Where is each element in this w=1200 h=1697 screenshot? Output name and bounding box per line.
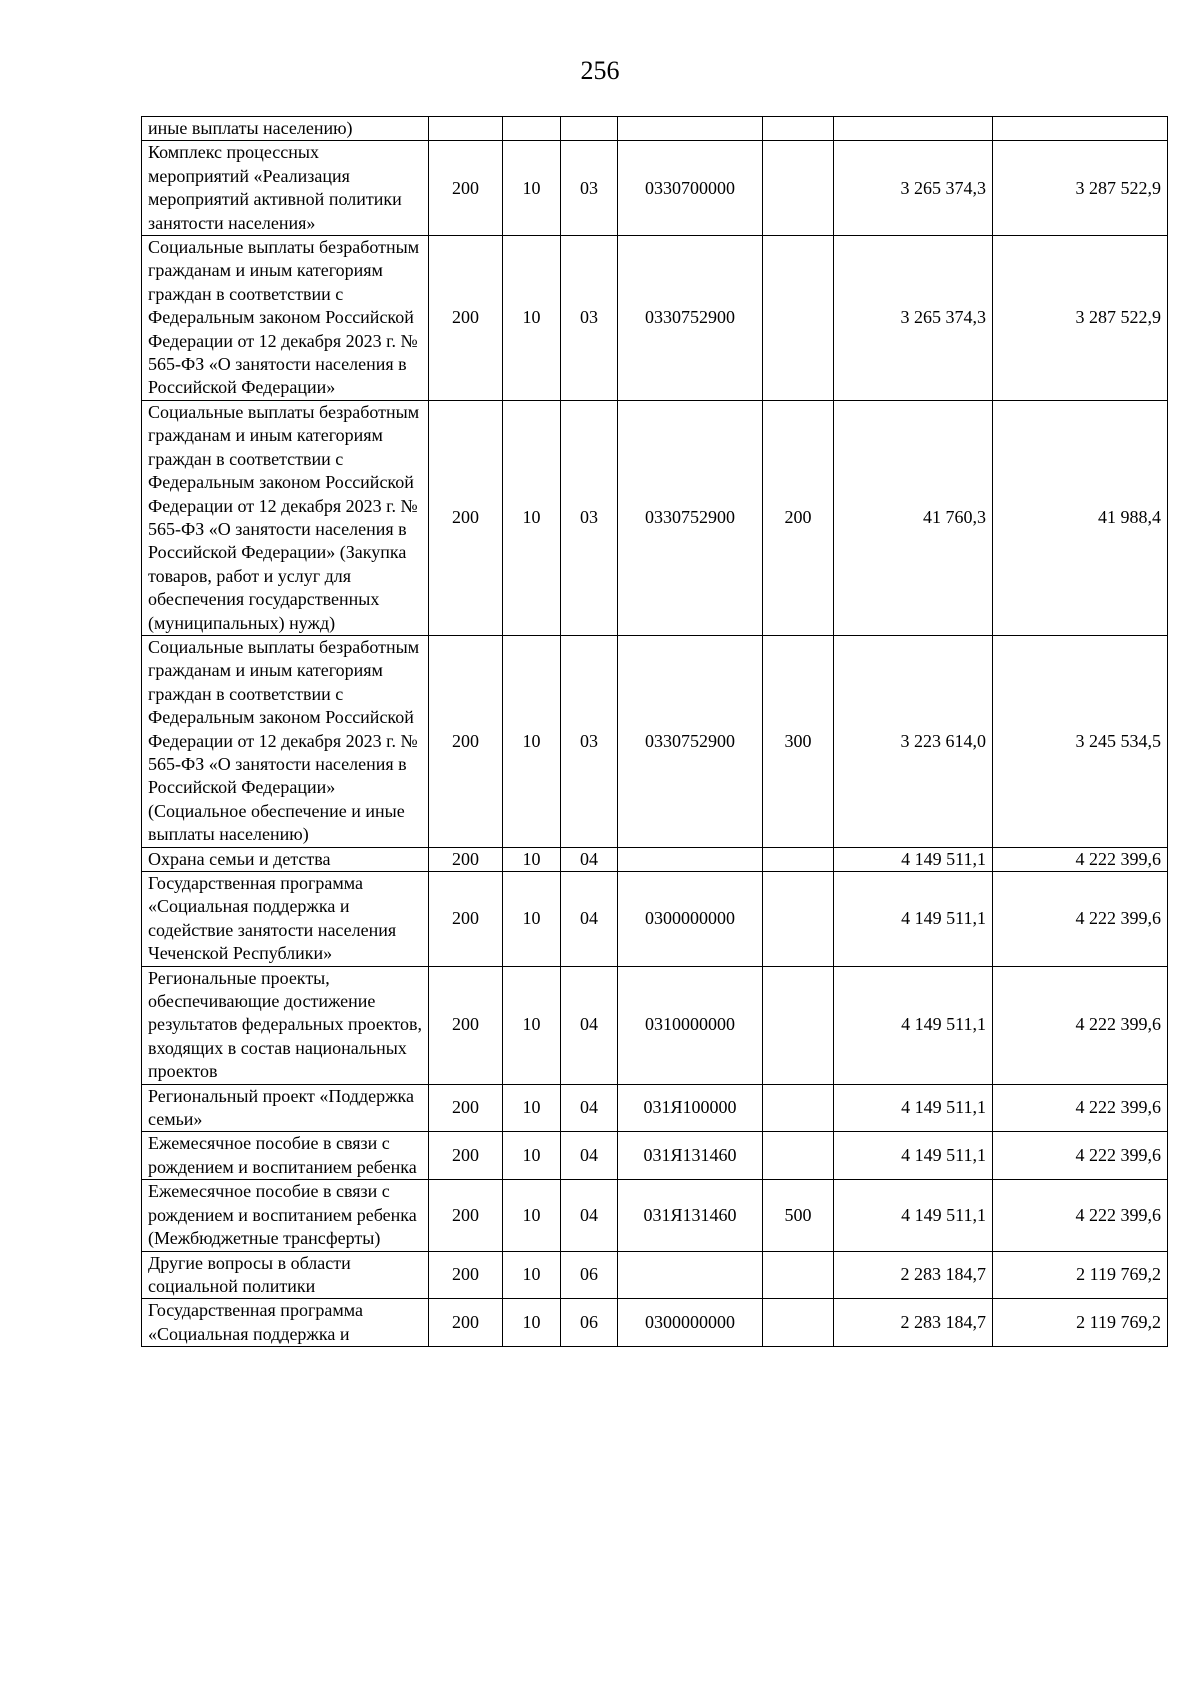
expense-type-cell: 200	[763, 400, 834, 635]
amount-year2-cell: 2 119 769,2	[993, 1299, 1168, 1347]
amount-year1-cell: 3 265 374,3	[834, 141, 993, 236]
target-article-cell: 0310000000	[618, 966, 763, 1084]
amount-year2-cell: 4 222 399,6	[993, 1084, 1168, 1132]
amount-year2-cell: 3 245 534,5	[993, 635, 1168, 847]
subsection-code-cell: 03	[561, 635, 618, 847]
expense-type-cell	[763, 1132, 834, 1180]
subsection-code-cell: 03	[561, 236, 618, 401]
amount-year2-cell: 4 222 399,6	[993, 847, 1168, 871]
row-name-cell: Региональные проекты, обеспечивающие достижение результатов федеральных проектов, входящих в состав национальных проектов	[142, 966, 429, 1084]
admin-code-cell: 200	[429, 966, 503, 1084]
expense-type-cell	[763, 141, 834, 236]
admin-code-cell: 200	[429, 1084, 503, 1132]
amount-year1-cell: 4 149 511,1	[834, 1180, 993, 1251]
admin-code-cell: 200	[429, 400, 503, 635]
target-article-cell: 031Я131460	[618, 1132, 763, 1180]
subsection-code-cell: 04	[561, 1180, 618, 1251]
target-article-cell: 0330752900	[618, 400, 763, 635]
section-code-cell: 10	[503, 1084, 561, 1132]
amount-year1-cell: 3 265 374,3	[834, 236, 993, 401]
table-row	[142, 1251, 1168, 1299]
target-article-cell: 031Я100000	[618, 1084, 763, 1132]
amount-year2-cell	[993, 117, 1168, 141]
amount-year1-cell: 2 283 184,7	[834, 1251, 993, 1299]
amount-year2-cell: 4 222 399,6	[993, 872, 1168, 967]
table-row	[142, 635, 1168, 847]
section-code-cell: 10	[503, 872, 561, 967]
row-name-cell: Социальные выплаты безработным гражданам и иным категориям граждан в соответствии с Федеральным законом Российской Федерации от 12 декабря 2023 г. № 565-ФЗ «О занятости населения в Российской Федерации» (Закупка товаров, работ и услуг для обеспечения государственных (муниципальных) нужд)	[142, 400, 429, 635]
row-name-cell: Другие вопросы в области социальной политики	[142, 1251, 429, 1299]
table-row	[142, 847, 1168, 871]
target-article-cell: 0330752900	[618, 635, 763, 847]
row-name-cell: Охрана семьи и детства	[142, 847, 429, 871]
section-code-cell: 10	[503, 1180, 561, 1251]
amount-year2-cell: 4 222 399,6	[993, 1180, 1168, 1251]
expense-type-cell: 300	[763, 635, 834, 847]
amount-year1-cell: 4 149 511,1	[834, 847, 993, 871]
admin-code-cell: 200	[429, 1299, 503, 1347]
subsection-code-cell: 06	[561, 1251, 618, 1299]
amount-year1-cell: 2 283 184,7	[834, 1299, 993, 1347]
row-name-cell: Государственная программа «Социальная поддержка и	[142, 1299, 429, 1347]
section-code-cell: 10	[503, 400, 561, 635]
subsection-code-cell: 04	[561, 1084, 618, 1132]
subsection-code-cell	[561, 117, 618, 141]
table-row	[142, 1299, 1168, 1347]
subsection-code-cell: 04	[561, 847, 618, 871]
budget-table	[141, 116, 1168, 1347]
table-row	[142, 141, 1168, 236]
table-row	[142, 236, 1168, 401]
row-name-cell: Социальные выплаты безработным гражданам и иным категориям граждан в соответствии с Федеральным законом Российской Федерации от 12 декабря 2023 г. № 565-ФЗ «О занятости населения в Российской Федерации» (Социальное обеспечение и иные выплаты населению)	[142, 635, 429, 847]
table-row	[142, 1132, 1168, 1180]
row-name-cell: Государственная программа «Социальная поддержка и содействие занятости населения Чеченской Республики»	[142, 872, 429, 967]
amount-year1-cell: 41 760,3	[834, 400, 993, 635]
amount-year2-cell: 4 222 399,6	[993, 966, 1168, 1084]
row-name-cell: Социальные выплаты безработным гражданам и иным категориям граждан в соответствии с Федеральным законом Российской Федерации от 12 декабря 2023 г. № 565-ФЗ «О занятости населения в Российской Федерации»	[142, 236, 429, 401]
amount-year1-cell: 4 149 511,1	[834, 872, 993, 967]
amount-year1-cell: 4 149 511,1	[834, 1084, 993, 1132]
amount-year2-cell: 3 287 522,9	[993, 141, 1168, 236]
amount-year1-cell: 3 223 614,0	[834, 635, 993, 847]
expense-type-cell	[763, 872, 834, 967]
admin-code-cell	[429, 117, 503, 141]
admin-code-cell: 200	[429, 141, 503, 236]
amount-year2-cell: 3 287 522,9	[993, 236, 1168, 401]
amount-year2-cell: 41 988,4	[993, 400, 1168, 635]
amount-year2-cell: 4 222 399,6	[993, 1132, 1168, 1180]
target-article-cell	[618, 117, 763, 141]
subsection-code-cell: 03	[561, 141, 618, 236]
section-code-cell: 10	[503, 1299, 561, 1347]
amount-year2-cell: 2 119 769,2	[993, 1251, 1168, 1299]
section-code-cell: 10	[503, 1251, 561, 1299]
target-article-cell: 031Я131460	[618, 1180, 763, 1251]
expense-type-cell	[763, 236, 834, 401]
admin-code-cell: 200	[429, 847, 503, 871]
table-row	[142, 117, 1168, 141]
target-article-cell: 0330752900	[618, 236, 763, 401]
expense-type-cell: 500	[763, 1180, 834, 1251]
section-code-cell: 10	[503, 635, 561, 847]
expense-type-cell	[763, 1251, 834, 1299]
amount-year1-cell: 4 149 511,1	[834, 966, 993, 1084]
section-code-cell: 10	[503, 236, 561, 401]
admin-code-cell: 200	[429, 1251, 503, 1299]
target-article-cell: 0330700000	[618, 141, 763, 236]
expense-type-cell	[763, 117, 834, 141]
subsection-code-cell: 04	[561, 872, 618, 967]
table-row	[142, 400, 1168, 635]
subsection-code-cell: 03	[561, 400, 618, 635]
section-code-cell: 10	[503, 966, 561, 1084]
target-article-cell: 0300000000	[618, 1299, 763, 1347]
table-row	[142, 1180, 1168, 1251]
target-article-cell	[618, 847, 763, 871]
expense-type-cell	[763, 1299, 834, 1347]
section-code-cell	[503, 117, 561, 141]
target-article-cell	[618, 1251, 763, 1299]
section-code-cell: 10	[503, 1132, 561, 1180]
expense-type-cell	[763, 966, 834, 1084]
budget-table-body	[142, 117, 1168, 1347]
subsection-code-cell: 06	[561, 1299, 618, 1347]
admin-code-cell: 200	[429, 872, 503, 967]
row-name-cell: Ежемесячное пособие в связи с рождением и воспитанием ребенка	[142, 1132, 429, 1180]
expense-type-cell	[763, 1084, 834, 1132]
row-name-cell: Комплекс процессных мероприятий «Реализация мероприятий активной политики занятости населения»	[142, 141, 429, 236]
table-row	[142, 1084, 1168, 1132]
amount-year1-cell	[834, 117, 993, 141]
amount-year1-cell: 4 149 511,1	[834, 1132, 993, 1180]
admin-code-cell: 200	[429, 236, 503, 401]
subsection-code-cell: 04	[561, 966, 618, 1084]
section-code-cell: 10	[503, 141, 561, 236]
row-name-cell: иные выплаты населению)	[142, 117, 429, 141]
target-article-cell: 0300000000	[618, 872, 763, 967]
admin-code-cell: 200	[429, 1132, 503, 1180]
table-row	[142, 966, 1168, 1084]
page-number: 256	[580, 56, 620, 85]
expense-type-cell	[763, 847, 834, 871]
section-code-cell: 10	[503, 847, 561, 871]
admin-code-cell: 200	[429, 1180, 503, 1251]
row-name-cell: Ежемесячное пособие в связи с рождением и воспитанием ребенка (Межбюджетные трансферты)	[142, 1180, 429, 1251]
row-name-cell: Региональный проект «Поддержка семьи»	[142, 1084, 429, 1132]
table-row	[142, 872, 1168, 967]
subsection-code-cell: 04	[561, 1132, 618, 1180]
admin-code-cell: 200	[429, 635, 503, 847]
